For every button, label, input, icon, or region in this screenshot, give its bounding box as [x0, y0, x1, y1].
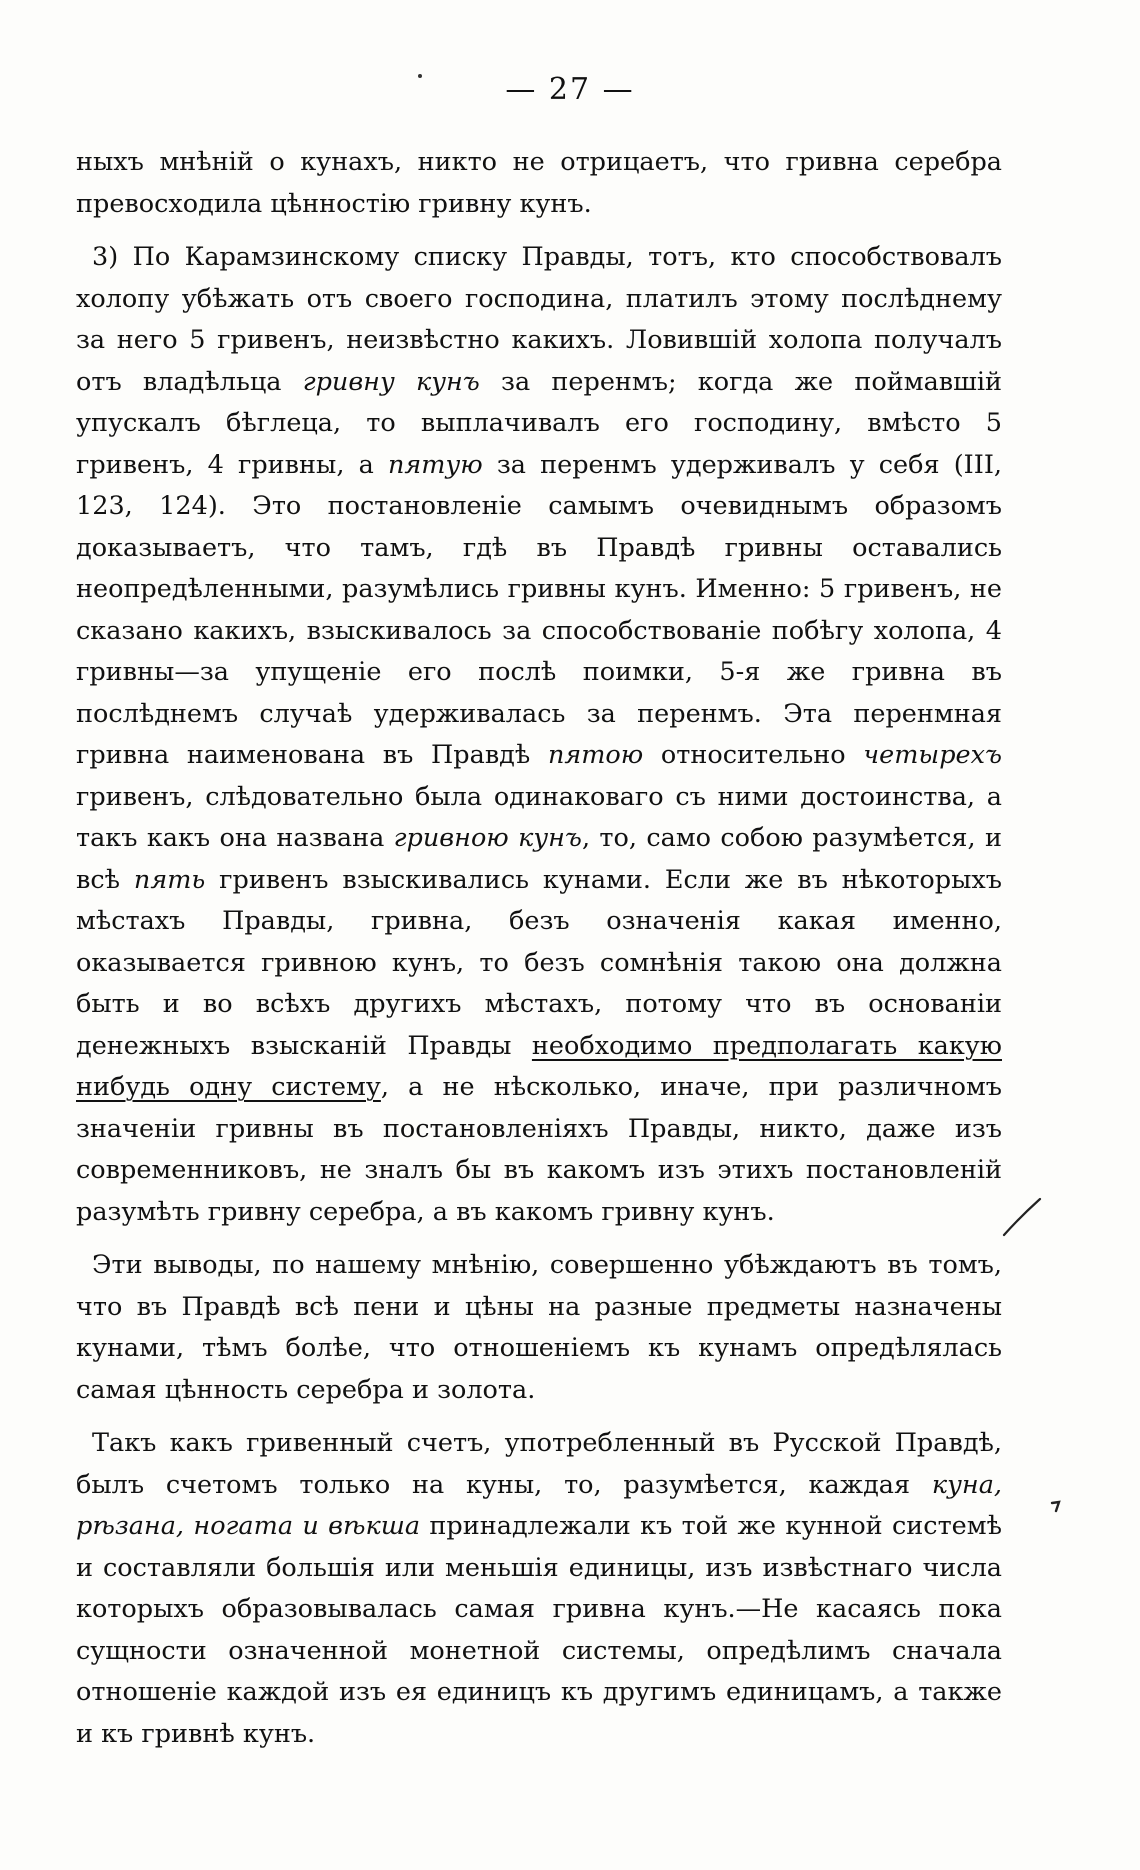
italic-phrase: гривною кунъ: [393, 823, 582, 853]
text-segment: за перенмъ; когда же поймавшій упускалъ бѣглеца, то выплачивалъ его господину, вмѣсто 5 гривенъ, 4 гривны, а: [76, 366, 1002, 480]
text-segment: принадлежали къ той же кунной системѣ и составляли большія или меньшія единицы, изъ извѣстнаго числа которыхъ образовывалась самая гривна кунъ.—Не касаясь пока сущности означенной монетной системы, опредѣлимъ сначала отношеніе каждой изъ ея единицъ къ другимъ единицамъ, а также и къ гривнѣ кунъ.: [76, 1511, 1002, 1749]
paragraph-1: [76, 142, 1002, 225]
body-text: [76, 142, 1002, 1755]
italic-phrase: четырехъ: [863, 740, 1002, 770]
text-segment: 3) По Карамзинскому списку Правды, тотъ, кто способствовалъ холопу убѣжать отъ своего господина, платилъ этому послѣднему за него 5 гривенъ, неизвѣстно какихъ. Ловившій холопа получалъ отъ владѣльца: [76, 242, 1002, 397]
text-segment: относительно: [643, 740, 864, 770]
text-segment: Эти выводы, по нашему мнѣнію, совершенно убѣждаютъ въ томъ, что въ Правдѣ всѣ пени и цѣны на разные предметы назначены кунами, тѣмъ болѣе, что отношеніемъ къ кунамъ опредѣлялась самая цѣнность серебра и золота.: [76, 1250, 1002, 1405]
paragraph-4: [76, 1423, 1002, 1755]
italic-phrase: пять: [133, 864, 206, 895]
text-segment: гривенъ взыскивались кунами. Если же въ нѣкоторыхъ мѣстахъ Правды, гривна, безъ означенія какая именно, оказывается гривною кунъ, то безъ сомнѣнія такою она должна быть и во всѣхъ другихъ мѣстахъ, потому что въ основаніи денежныхъ взысканій Правды: [76, 864, 1003, 1061]
underlined-phrase: необходимо предполагать какую нибудь одну систему: [76, 1030, 1002, 1102]
italic-phrase: пятою: [547, 740, 644, 770]
margin-slash-mark: [1000, 1195, 1044, 1239]
text-segment: , то, само собою разумѣется, и всѣ: [76, 823, 1002, 895]
paragraph-3: [76, 1245, 1002, 1411]
page-number: — 27 —: [505, 72, 635, 107]
paragraph-2: [76, 237, 1002, 1233]
text-segment: ныхъ мнѣній о кунахъ, никто не отрицаетъ, что гривна серебра превосходила цѣнностію гривну кунъ.: [76, 147, 1002, 219]
margin-dot-mark: [1050, 1500, 1062, 1514]
text-segment: , а не нѣсколько, иначе, при различномъ значеніи гривны въ постановленіяхъ Правды, никто, даже изъ современниковъ, не зналъ бы въ какомъ изъ этихъ постановленій разумѣть гривну серебра, а въ какомъ гривну кунъ.: [76, 1072, 1002, 1227]
text-segment: Такъ какъ гривенный счетъ, употребленный въ Русской Правдѣ, былъ счетомъ только на куны, то, разумѣется, каждая: [76, 1428, 1002, 1500]
text-segment: гривенъ, слѣдовательно была одинаковаго съ ними достоинства, а такъ какъ она названа: [76, 781, 1002, 853]
italic-phrase: пятую: [387, 449, 483, 480]
text-segment: за перенмъ удерживалъ у себя (III, 123, 124). Это постановленіе самымъ очевиднымъ образомъ доказываетъ, что тамъ, гдѣ въ Правдѣ гривны оставались неопредѣленными, разумѣлись гривны кунъ. Именно: 5 гривенъ, не сказано какихъ, взыскивалось за способствованіе побѣгу холопа, 4 гривны—за упущеніе его послѣ поимки, 5-я же гривна въ послѣднемъ случаѣ удерживалась за перенмъ. Эта перенмная гривна наименована въ Правдѣ: [76, 449, 1002, 770]
italic-phrase: куна, рѣзана, ногата и вѣкша: [76, 1469, 1002, 1541]
italic-phrase: гривну кунъ: [302, 366, 480, 397]
